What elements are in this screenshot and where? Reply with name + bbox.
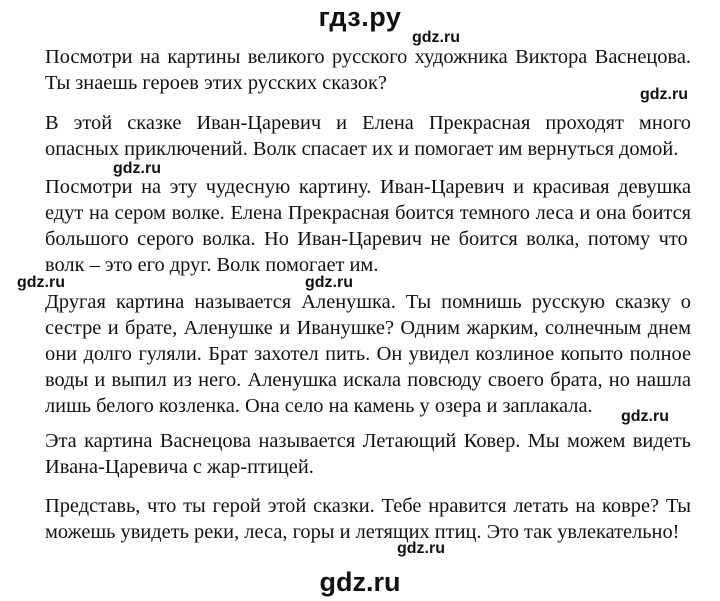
watermark: gdz.ru <box>397 540 445 557</box>
text-line: лишь белого козленка. Она село на камень у озера и заплакала. <box>45 395 593 417</box>
watermark: gdz.ru <box>17 274 65 291</box>
paragraph-imagine <box>45 493 691 545</box>
text-line: Ты знаешь героев этих русских сказок? <box>45 72 387 94</box>
text-line: едут на сером волке. Елена Прекрасная боится темного леса и она боится <box>45 202 691 224</box>
header-watermark: гдз.ру <box>318 2 402 32</box>
text-line: Посмотри на картины великого русского художника Виктора Васнецова. <box>45 46 691 68</box>
footer-watermark: gdz.ru <box>319 567 401 597</box>
watermark: gdz.ru <box>640 86 688 103</box>
paragraph-tale <box>45 110 691 162</box>
watermark: gdz.ru <box>113 160 161 177</box>
paragraph-alyonushka <box>45 289 691 419</box>
text-line: они долго гуляли. Брат захотел пить. Он увидел козлиное копыто полное <box>45 343 691 365</box>
text-line: Другая картина называется Аленушка. Ты помнишь русскую сказку о <box>45 291 691 313</box>
text-line: Представь, что ты герой этой сказки. Тебе нравится летать на ковре? Ты <box>45 495 691 517</box>
text-line: можешь увидеть реки, леса, горы и летящих птиц. Это так увлекательно! <box>45 521 680 543</box>
text-line: сестре и брате, Аленушке и Иванушке? Одним жарким, солнечным днем <box>45 317 691 339</box>
paragraph-ivan-tsarevich <box>45 174 691 278</box>
text-line: Посмотри на эту чудесную картину. Иван-Царевич и красивая девушка <box>45 176 691 198</box>
text-line: большого серого волка. Но Иван-Царевич не боится волка, потому что <box>45 228 688 250</box>
text-line: Эта картина Васнецова называется Летающий Ковер. Мы можем видеть <box>45 430 691 452</box>
text-line: Ивана-Царевича с жар-птицей. <box>45 456 314 478</box>
watermark: gdz.ru <box>305 274 353 291</box>
watermark: gdz.ru <box>621 408 669 425</box>
text-line: В этой сказке Иван-Царевич и Елена Прекрасная проходят много <box>45 112 691 134</box>
text-line: волк – это его друг. Волк помогает им. <box>45 254 379 276</box>
paragraph-intro <box>45 44 691 96</box>
text-line: опасных приключений. Волк спасает их и помогает им вернуться домой. <box>45 138 679 160</box>
text-line: воды и выпил из него. Аленушка искала повсюду своего брата, но нашла <box>45 369 691 391</box>
paragraph-flying-carpet <box>45 428 691 480</box>
watermark: gdz.ru <box>412 29 460 46</box>
